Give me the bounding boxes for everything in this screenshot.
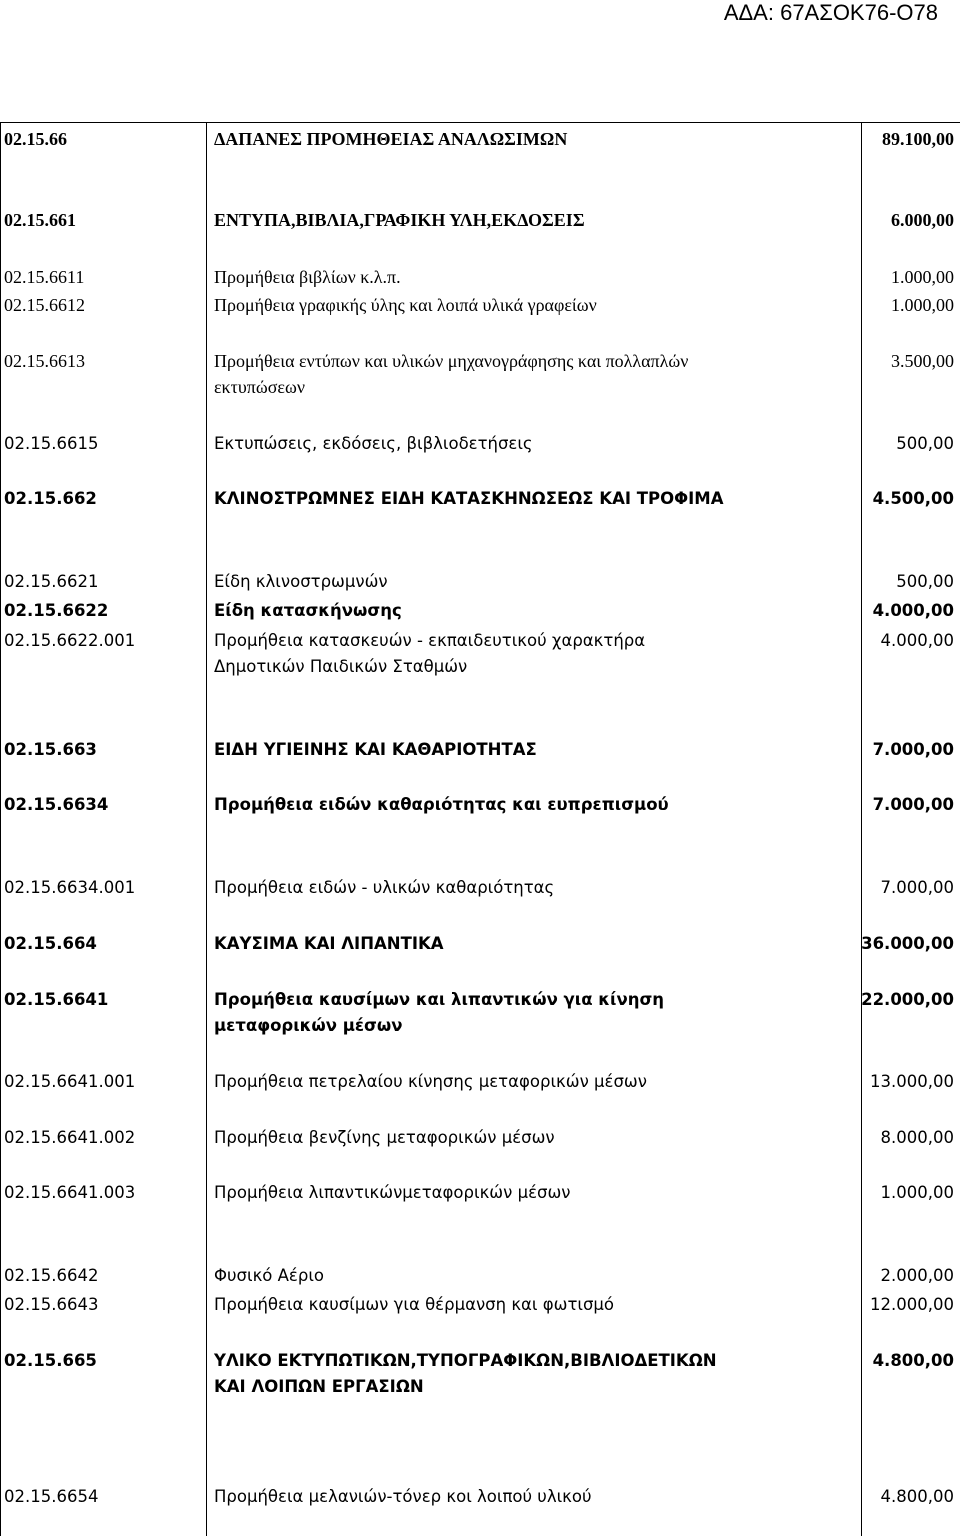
row-code: 02.15.664 [4, 934, 97, 953]
row-amount: 22.000,00 [861, 990, 954, 1009]
row-code: 02.15.6643 [4, 1295, 99, 1314]
row-amount: 1.000,00 [891, 267, 954, 287]
budget-table [0, 122, 960, 1536]
row-amount: 7.000,00 [872, 740, 954, 759]
row-code: 02.15.665 [4, 1351, 97, 1370]
row-code: 02.15.6641.001 [4, 1072, 136, 1091]
row-amount: 4.500,00 [872, 489, 954, 508]
row-description: Προμήθεια ειδών - υλικών καθαριότητας [214, 878, 555, 897]
row-amount: 8.000,00 [880, 1128, 954, 1147]
row-code: 02.15.6641 [4, 990, 109, 1009]
row-amount: 1.000,00 [880, 1183, 954, 1202]
row-amount: 89.100,00 [882, 129, 954, 149]
row-description: Προμήθεια γραφικής ύλης και λοιπά υλικά γραφείων [214, 295, 597, 315]
row-amount: 2.000,00 [880, 1266, 954, 1285]
row-description: ΚΑΥΣΙΜΑ ΚΑΙ ΛΙΠΑΝΤΙΚΑ [214, 934, 444, 953]
row-description: Εκτυπώσεις, εκδόσεις, βιβλιοδετήσεις [214, 434, 533, 453]
row-description: ΕΙΔΗ ΥΓΙΕΙΝΗΣ ΚΑΙ ΚΑΘΑΡΙΟΤΗΤΑΣ [214, 740, 537, 759]
row-code: 02.15.6641.003 [4, 1183, 136, 1202]
row-description: Προμήθεια πετρελαίου κίνησης μεταφορικών μέσων [214, 1072, 647, 1091]
row-code: 02.15.6615 [4, 434, 99, 453]
row-code: 02.15.66 [4, 129, 67, 149]
row-description: Προμήθεια μελανιών-τόνερ κοι λοιπού υλικού [214, 1487, 592, 1506]
row-code: 02.15.661 [4, 210, 76, 230]
row-description: ΔΑΠΑΝΕΣ ΠΡΟΜΗΘΕΙΑΣ ΑΝΑΛΩΣΙΜΩΝ [214, 129, 568, 149]
row-description: ΕΝΤΥΠΑ,ΒΙΒΛΙΑ,ΓΡΑΦΙΚΗ ΥΛΗ,ΕΚΔΟΣΕΙΣ [214, 210, 585, 230]
column-divider-amount [861, 122, 862, 1536]
row-code: 02.15.663 [4, 740, 97, 759]
row-amount: 4.000,00 [880, 631, 954, 650]
column-divider-code [206, 122, 207, 1536]
row-description: Προμήθεια ειδών καθαριότητας και ευπρεπισμού [214, 795, 669, 814]
row-description: Προμήθεια λιπαντικώνμεταφορικών μέσων [214, 1183, 571, 1202]
row-code: 02.15.662 [4, 489, 97, 508]
table-left-border [0, 122, 1, 1536]
row-description: Προμήθεια εντύπων και υλικών μηχανογράφησης και πολλαπλών εκτυπώσεων [214, 351, 689, 397]
row-description: Φυσικό Αέριο [214, 1266, 324, 1285]
row-amount: 1.000,00 [891, 295, 954, 315]
row-amount: 7.000,00 [880, 878, 954, 897]
row-code: 02.15.6621 [4, 572, 99, 591]
row-amount: 4.000,00 [872, 601, 954, 620]
row-description: Είδη κλινοστρωμνών [214, 572, 388, 591]
row-description: Προμήθεια βιβλίων κ.λ.π. [214, 267, 401, 287]
row-description: Είδη κατασκήνωσης [214, 601, 402, 620]
row-description: ΚΛΙΝΟΣΤΡΩΜΝΕΣ ΕΙΔΗ ΚΑΤΑΣΚΗΝΩΣΕΩΣ ΚΑΙ ΤΡΟΦΙΜΑ [214, 489, 724, 508]
row-amount: 500,00 [896, 572, 954, 591]
row-code: 02.15.6612 [4, 295, 85, 315]
row-amount: 4.800,00 [872, 1351, 954, 1370]
row-amount: 12.000,00 [870, 1295, 954, 1314]
row-amount: 3.500,00 [891, 351, 954, 371]
row-code: 02.15.6622.001 [4, 631, 136, 650]
row-description: Προμήθεια βενζίνης μεταφορικών μέσων [214, 1128, 555, 1147]
row-amount: 4.800,00 [880, 1487, 954, 1506]
row-code: 02.15.6641.002 [4, 1128, 136, 1147]
row-amount: 6.000,00 [891, 210, 954, 230]
row-description: Προμήθεια καυσίμων για θέρμανση και φωτισμό [214, 1295, 615, 1314]
row-code: 02.15.6654 [4, 1487, 99, 1506]
row-description: ΥΛΙΚΟ ΕΚΤΥΠΩΤΙΚΩΝ,ΤΥΠΟΓΡΑΦΙΚΩΝ,ΒΙΒΛΙΟΔΕΤΙΚΩΝ ΚΑΙ ΛΟΙΠΩΝ ΕΡΓΑΣΙΩΝ [214, 1351, 717, 1396]
row-amount: 500,00 [896, 434, 954, 453]
row-amount: 7.000,00 [872, 795, 954, 814]
row-code: 02.15.6642 [4, 1266, 99, 1285]
row-code: 02.15.6613 [4, 351, 85, 371]
row-code: 02.15.6634.001 [4, 878, 136, 897]
row-code: 02.15.6634 [4, 795, 109, 814]
row-amount: 13.000,00 [870, 1072, 954, 1091]
ada-code: ΑΔΑ: 67ΑΣΟΚ76-Ο78 [723, 0, 938, 25]
row-code: 02.15.6622 [4, 601, 109, 620]
row-amount: 36.000,00 [861, 934, 954, 953]
row-description: Προμήθεια κατασκευών - εκπαιδευτικού χαρακτήρα Δημοτικών Παιδικών Σταθμών [214, 631, 646, 676]
row-code: 02.15.6611 [4, 267, 85, 287]
row-description: Προμήθεια καυσίμων και λιπαντικών για κίνηση μεταφορικών μέσων [214, 990, 665, 1035]
